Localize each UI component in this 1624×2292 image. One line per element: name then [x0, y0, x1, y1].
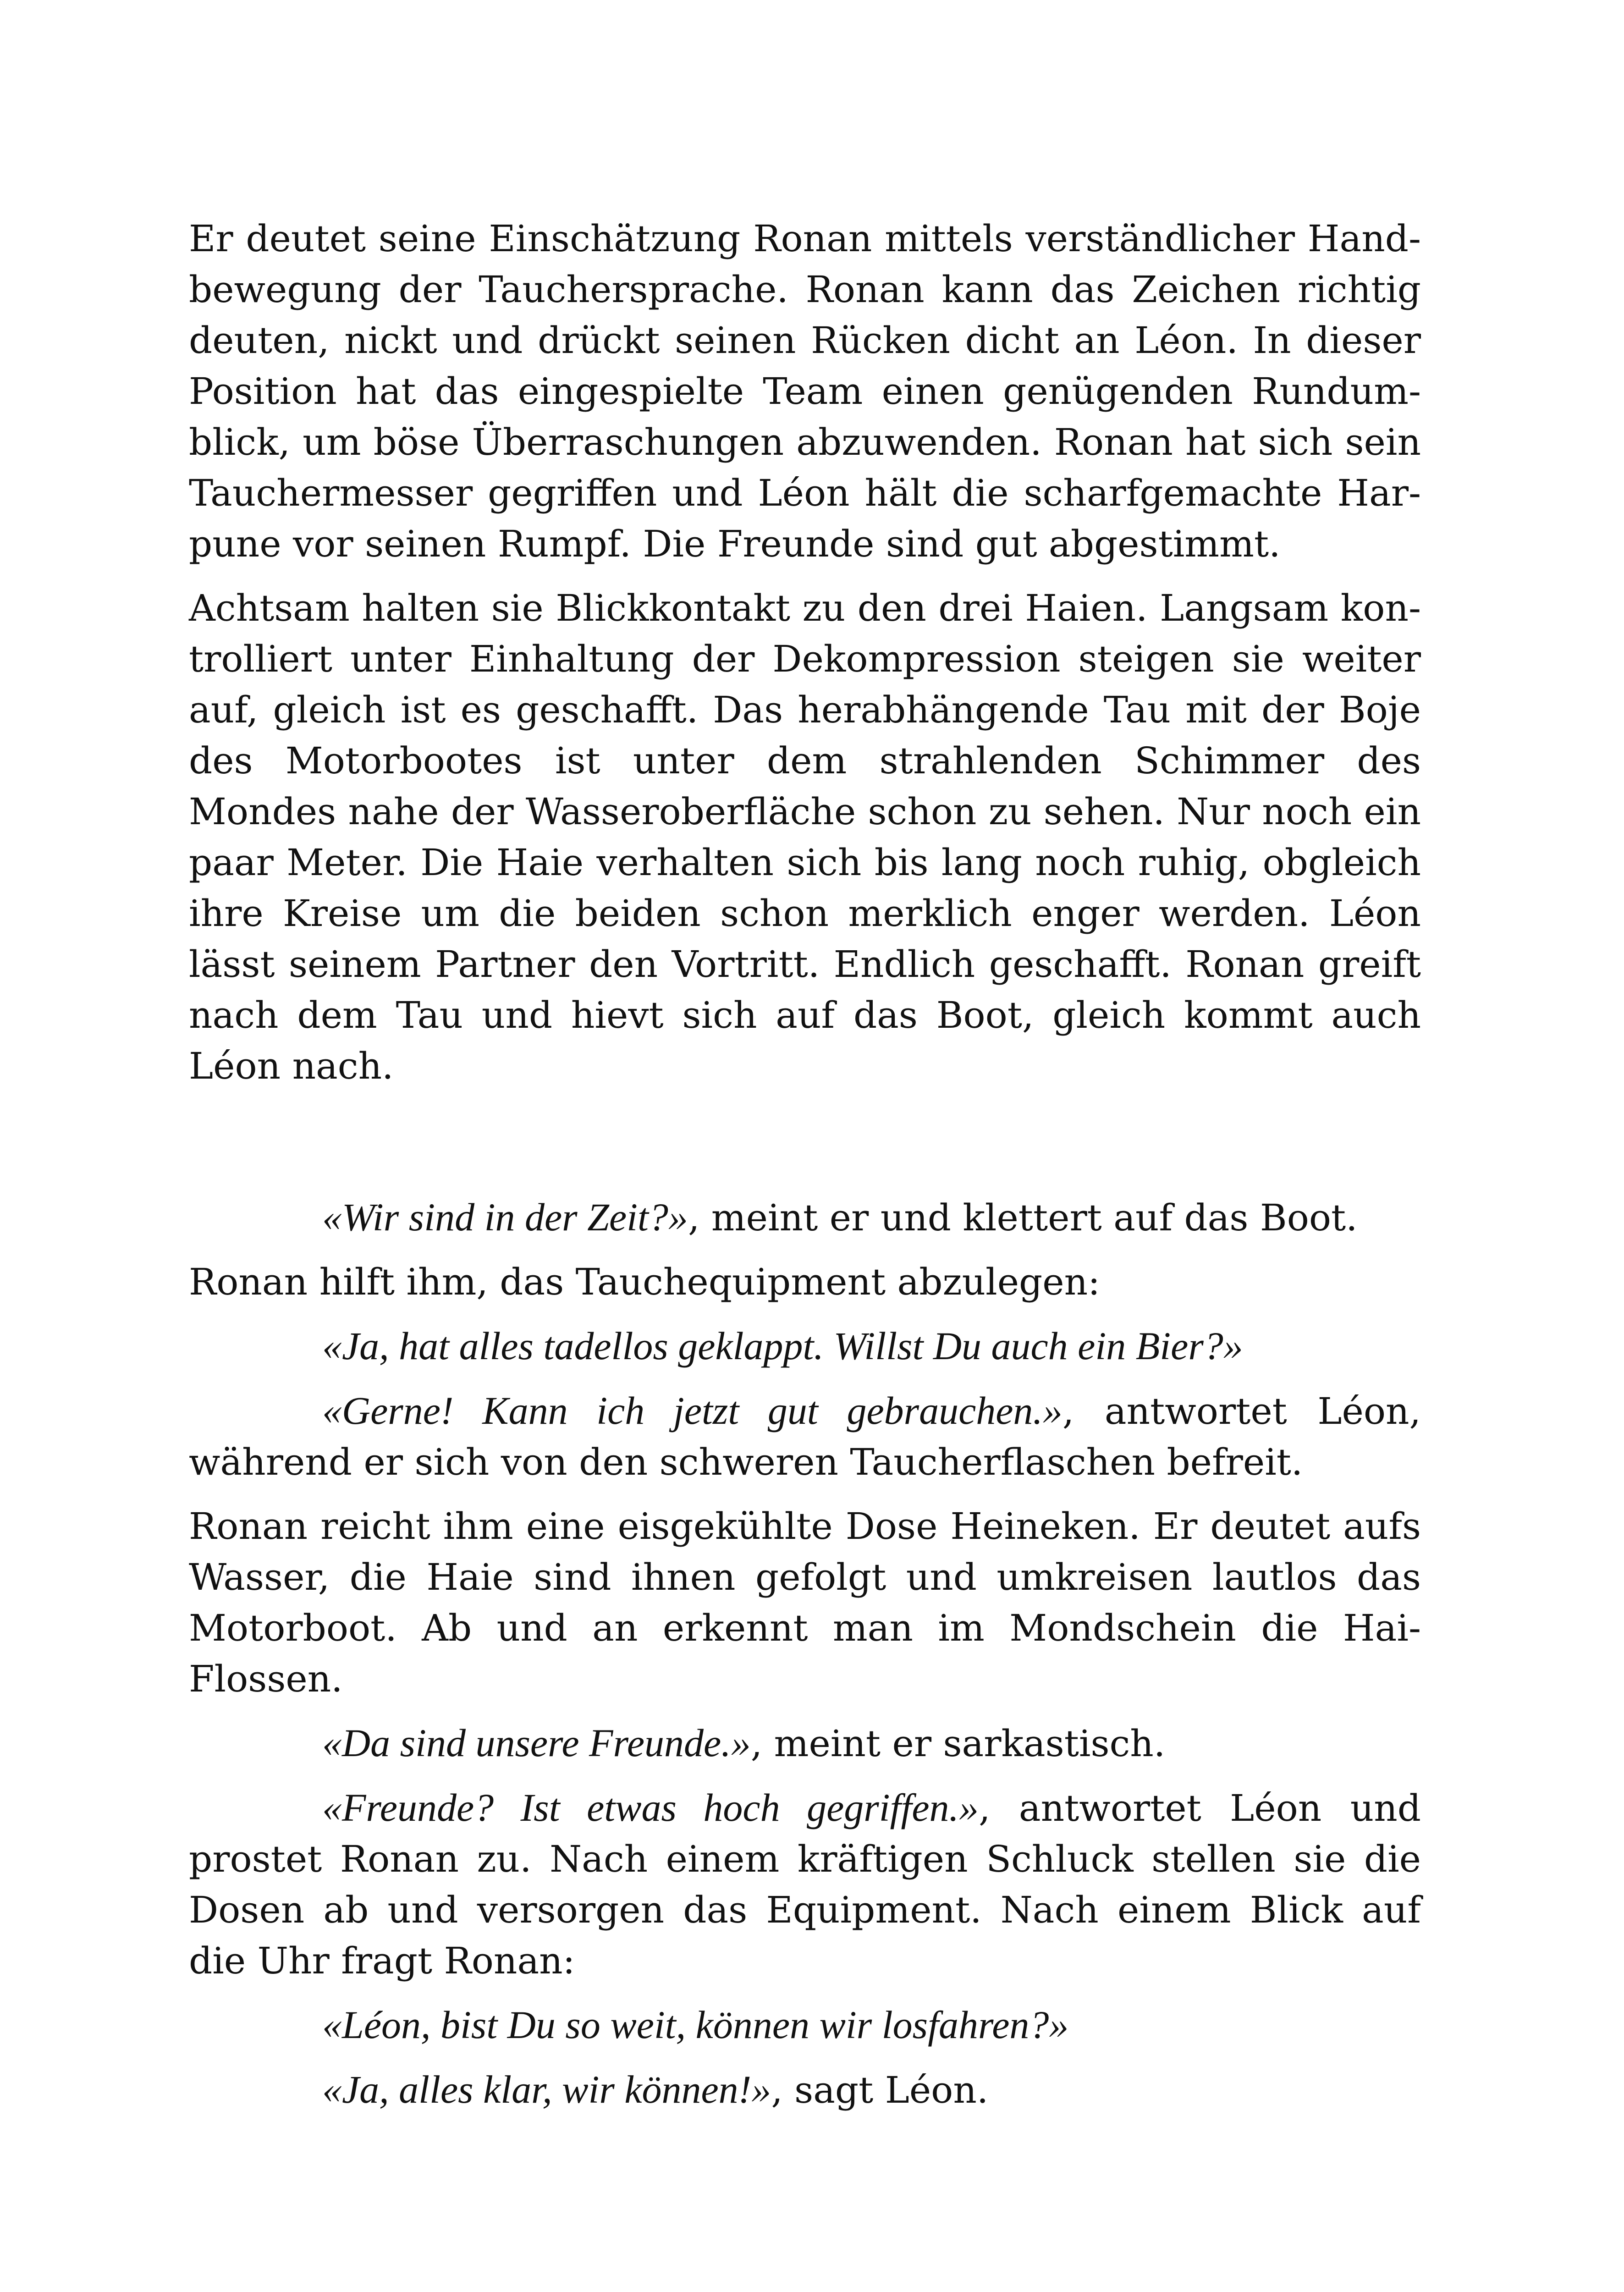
paragraph: Ronan reicht ihm eine eisgekühlte Dose Heineken. Er deutet aufs Wasser, die Haie sind ihnen gefolgt und umkreisen lautlos das Motorboot. Ab und an erkennt man im Mondschein die Hai-Flossen.	[189, 1505, 1421, 1700]
dialogue-quote: «Wir sind in der Zeit?»	[322, 1195, 688, 1239]
dialogue-quote: «Léon, bist Du so weit, können wir losfahren?»	[322, 2003, 1069, 2047]
section-gap	[189, 1105, 1421, 1192]
dialogue-quote: «Freunde? Ist etwas hoch gegriffen.»	[322, 1785, 979, 1829]
dialogue-tag: , meint er und klettert auf das Boot.	[688, 1196, 1358, 1239]
dialogue-line	[189, 2064, 1421, 2116]
dialogue-line	[189, 1385, 1421, 1488]
paragraph: Ronan hilft ihm, das Tauchequipment abzulegen:	[189, 1261, 1101, 1303]
dialogue-tag: , meint er sarkastisch.	[750, 1722, 1166, 1765]
dialogue-line	[189, 1718, 1421, 1769]
dialogue-line	[189, 1192, 1421, 1243]
paragraph: Achtsam halten sie Blickkontakt zu den drei Haien. Langsam kontrolliert unter Einhaltung der Dekompression steigen sie weiter auf, gleich ist es geschafft. Das herabhängende Tau mit der Boje des Motorbootes ist unter dem strahlenden Schimmer des Mondes nahe der Wasseroberfläche schon zu sehen. Nur noch ein paar Meter. Die Haie verhalten sich bis lang noch ruhig, obgleich ihre Kreise um die beiden schon merklich enger werden. Léon lässt seinem Partner den Vortritt. Endlich geschafft. Ronan greift nach dem Tau und hievt sich auf das Boot, gleich kommt auch Léon nach.	[189, 587, 1421, 1087]
dialogue-quote: «Ja, hat alles tadellos geklappt. Willst Du auch ein Bier?»	[322, 1324, 1243, 1368]
paragraph: Er deutet seine Einschätzung Ronan mittels verständlicher Handbewegung der Tauchersprache. Ronan kann das Zeichen richtig deuten, nickt und drückt seinen Rücken dicht an Léon. In dieser Position hat das eingespielte Team einen genügenden Rundumblick, um böse Überraschungen abzuwenden. Ronan hat sich sein Tauchermesser gegriffen und Léon hält die scharfgemachte Harpune vor seinen Rumpf. Die Freunde sind gut abgestimmt.	[189, 217, 1421, 565]
dialogue-quote: «Ja, alles klar, wir können!»	[322, 2067, 771, 2111]
dialogue-quote: «Gerne! Kann ich jetzt gut gebrauchen.»	[322, 1388, 1062, 1432]
dialogue-line	[189, 2000, 1421, 2051]
dialogue-tag: , sagt Léon.	[771, 2069, 989, 2111]
dialogue-line	[189, 1782, 1421, 1986]
dialogue-quote: «Da sind unsere Freunde.»	[322, 1721, 751, 1765]
dialogue-tag: , antwortet Léon und prostet Ronan zu. Nach einem kräftigen Schluck stellen sie die Dosen ab und versorgen das Equipment. Nach einem Blick auf die Uhr fragt Ronan:	[189, 1787, 1421, 1982]
dialogue-tag: , antwortet Léon, während er sich von den schweren Taucherflaschen befreit.	[189, 1390, 1421, 1483]
body-text	[189, 213, 1421, 2129]
dialogue-line	[189, 1321, 1421, 1372]
